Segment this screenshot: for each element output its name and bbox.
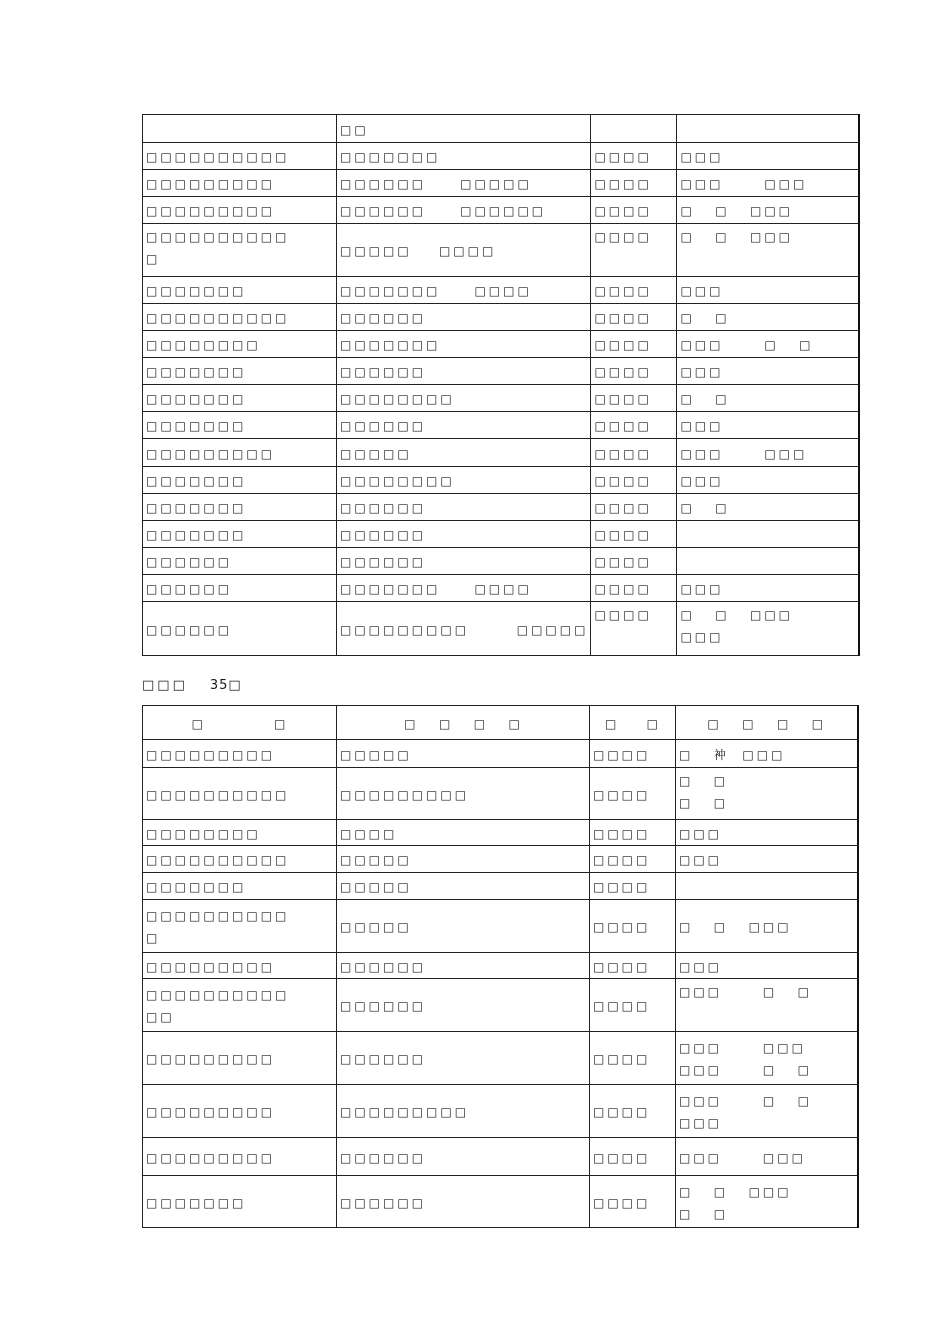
table-cell: □□□ xyxy=(676,953,858,979)
table-cell: □□□□□□□ xyxy=(143,412,337,439)
table-cell: □□□□□ xyxy=(337,439,591,467)
table-cell: □ □ □□□ □ □ xyxy=(676,1176,858,1228)
table-cell: □□□□□□□□□ xyxy=(143,439,337,467)
table-row xyxy=(143,358,859,385)
table-cell: □□□□□□ xyxy=(337,548,591,575)
table-cell: □□□ xyxy=(676,820,858,846)
table-cell: □ □ □□□ xyxy=(677,197,859,224)
table-cell: □□□□□□□ xyxy=(143,277,337,304)
table-cell: □ □ □□□ xyxy=(677,224,859,277)
table-cell: □□□□ xyxy=(590,1085,676,1138)
table-cell: □□□□□□□□□ xyxy=(143,197,337,224)
table-cell: □□□□ xyxy=(591,575,677,602)
table-cell xyxy=(677,521,859,548)
table-row xyxy=(143,740,858,768)
table-cell: □□□□ xyxy=(591,304,677,331)
table-cell: □□□□□□□ □□□□ xyxy=(337,575,591,602)
table-cell: □□□□□□ □□□□□ xyxy=(337,170,591,197)
table-cell: □□□□□□□□□ xyxy=(143,953,337,979)
table-cell: □□□□□□□ xyxy=(143,467,337,494)
table-cell: □ □ xyxy=(677,494,859,521)
table-cell: □□□□□□ xyxy=(337,358,591,385)
table-cell xyxy=(677,548,859,575)
table-row xyxy=(143,412,859,439)
table-row xyxy=(143,900,858,953)
table-cell: □□□□□□□□□□ xyxy=(143,846,337,873)
table-cell: □□□□ xyxy=(590,1176,676,1228)
table-cell: □□□□ xyxy=(590,1138,676,1176)
table-cell: □□□□□□□□ xyxy=(143,820,337,846)
table-cell: □□□□ xyxy=(591,548,677,575)
table-cell: □□□□ xyxy=(591,439,677,467)
table-cell: □□□□ xyxy=(591,143,677,170)
table-cell: □ □ □□□ □□□ xyxy=(677,602,859,656)
table-row xyxy=(143,197,859,224)
table-cell: □□□□□ xyxy=(337,846,590,873)
table-row xyxy=(143,170,859,197)
table-cell: □□□□ xyxy=(337,820,590,846)
table-cell: □□□ □ □ xyxy=(676,979,858,1032)
table-cell: □□□□□□□□□□ xyxy=(143,143,337,170)
table-cell: □□□ □ □ xyxy=(677,331,859,358)
table-cell: □□□□□□□ xyxy=(143,1176,337,1228)
header-cell: □ □ xyxy=(590,706,676,740)
table-cell: □□□□□□□ xyxy=(143,385,337,412)
table-cell: □□□ □ □ □□□ xyxy=(676,1085,858,1138)
table-cell: □□□ xyxy=(677,575,859,602)
table-cell: □□□□□□ xyxy=(337,521,591,548)
table-cell: □□□□□□□□ xyxy=(337,385,591,412)
table-cell: □□□□□□□□□ xyxy=(337,1085,590,1138)
table-cell: □□□□ xyxy=(591,197,677,224)
table-cell: □□□□□□ xyxy=(337,1176,590,1228)
table-cell: □□□□ xyxy=(591,170,677,197)
table-row xyxy=(143,439,859,467)
table-cell: □□□□□□□□□ xyxy=(143,1138,337,1176)
table-cell: □□□ □□□ xyxy=(677,170,859,197)
header-cell: □ □ □ □ xyxy=(676,706,858,740)
table-cell: □□□□□□ xyxy=(337,979,590,1032)
table-cell: □□□□□□ xyxy=(143,548,337,575)
table-cell: □□□□□□□□□ □□□□□ xyxy=(337,602,591,656)
table-cell: □□□□ xyxy=(591,331,677,358)
table-cell xyxy=(591,115,677,143)
table-cell: □□□ □□□ □□□ □ □ xyxy=(676,1032,858,1085)
table-cell: □□□□□□□ □□□□ xyxy=(337,277,591,304)
table-row xyxy=(143,1138,858,1176)
table-cell: □ □ □ □ xyxy=(676,768,858,820)
table-1-body xyxy=(143,115,859,656)
table-cell: □□□□□□□□□ xyxy=(143,1032,337,1085)
table-2 xyxy=(142,705,859,1228)
table-cell: □□□□ xyxy=(590,820,676,846)
table-cell: □□□□□ xyxy=(337,900,590,953)
table-cell: □□□□□ xyxy=(337,740,590,768)
table-cell xyxy=(676,873,858,900)
table-cell: □□□□ xyxy=(591,358,677,385)
table-cell: □□□□ xyxy=(591,602,677,656)
table-cell: □□□□ xyxy=(590,979,676,1032)
table-1 xyxy=(142,114,860,656)
table-row xyxy=(143,953,858,979)
table-row xyxy=(143,331,859,358)
table-cell: □□□□ xyxy=(590,1032,676,1085)
header-cell: □ □ xyxy=(143,706,337,740)
table-row xyxy=(143,467,859,494)
table-cell: □□□□□□ xyxy=(337,953,590,979)
table-cell: □□□□ xyxy=(590,846,676,873)
table-cell: □□□□□□□□□ xyxy=(143,740,337,768)
table-cell: □□□□□□□ xyxy=(337,331,591,358)
table-cell: □□ xyxy=(337,115,591,143)
table-cell: □□□ xyxy=(677,412,859,439)
table-row xyxy=(143,548,859,575)
table-row xyxy=(143,143,859,170)
table-cell: □□□ xyxy=(677,143,859,170)
table-cell: □□□□□□□ xyxy=(143,521,337,548)
table-cell: □ □ xyxy=(677,385,859,412)
table-cell: □□□□ xyxy=(591,467,677,494)
table-cell: □□□□□□ xyxy=(337,304,591,331)
table-cell: □□□□□□ xyxy=(337,1032,590,1085)
table-cell: □□□□□□□□□□ xyxy=(143,768,337,820)
table-cell: □□□ □□□ xyxy=(677,439,859,467)
table-cell: □□□□ xyxy=(590,953,676,979)
table-cell: □□□□□□□□□ xyxy=(143,170,337,197)
table-cell: □□□ □□□ xyxy=(676,1138,858,1176)
table-cell: □□□□ xyxy=(590,740,676,768)
table-cell: □□□□□□ xyxy=(337,1138,590,1176)
table-row xyxy=(143,873,858,900)
table-cell: □□□□ xyxy=(591,224,677,277)
table-cell: □□□□ xyxy=(590,873,676,900)
table-cell: □□□□□□ xyxy=(337,412,591,439)
table-cell: □□□□□□□ xyxy=(143,358,337,385)
table-row xyxy=(143,494,859,521)
table-row xyxy=(143,979,858,1032)
table-row xyxy=(143,277,859,304)
table-cell: □□□□ xyxy=(590,900,676,953)
table-cell: □□□□ xyxy=(591,412,677,439)
table-cell: □□□ xyxy=(677,277,859,304)
table-cell: □□□□□□□□□□ □□ xyxy=(143,979,337,1032)
table-cell: □□□□□□□□□□ xyxy=(143,304,337,331)
table-cell: □□□□□□□ xyxy=(143,494,337,521)
table-cell: □□□□ xyxy=(590,768,676,820)
table-cell: □□□ xyxy=(676,846,858,873)
table-2-body xyxy=(143,706,858,1228)
table-row xyxy=(143,304,859,331)
table-cell xyxy=(677,115,859,143)
table-row xyxy=(143,1032,858,1085)
table-row xyxy=(143,521,859,548)
table-row xyxy=(143,602,859,656)
table-cell: □□□□□□ xyxy=(337,494,591,521)
table-cell: □ 衶 □□□ xyxy=(676,740,858,768)
table-cell: □□□□ xyxy=(591,277,677,304)
table-row xyxy=(143,768,858,820)
table-cell: □□□□□□ xyxy=(143,575,337,602)
table-cell: □□□□□ xyxy=(337,873,590,900)
table-cell: □□□ xyxy=(677,467,859,494)
table-row xyxy=(143,1085,858,1138)
table-row xyxy=(143,115,859,143)
table-row xyxy=(143,846,858,873)
header-cell: □ □ □ □ xyxy=(337,706,590,740)
table-row xyxy=(143,224,859,277)
caption-label: □□□ xyxy=(142,678,188,693)
table-cell: □ □ □□□ xyxy=(676,900,858,953)
table-cell xyxy=(143,115,337,143)
table-cell: □□□□□□□□□□ □ xyxy=(143,900,337,953)
table-row xyxy=(143,575,859,602)
table-cell: □□□□□□ □□□□□□ xyxy=(337,197,591,224)
table-cell: □□□□ xyxy=(591,385,677,412)
table-cell: □□□□ xyxy=(591,521,677,548)
table-cell: □ □ xyxy=(677,304,859,331)
table-caption xyxy=(142,678,242,693)
caption-number: 35□ xyxy=(209,678,242,693)
table-cell: □□□□□□□□ xyxy=(143,331,337,358)
table-cell: □□□□ xyxy=(591,494,677,521)
table-cell: □□□ xyxy=(677,358,859,385)
table-row xyxy=(143,820,858,846)
table-row xyxy=(143,1176,858,1228)
table-cell: □□□□□□ xyxy=(143,602,337,656)
table-cell: □□□□□□□□□□ □ xyxy=(143,224,337,277)
table-cell: □□□□□□□ xyxy=(143,873,337,900)
table-cell: □□□□□□□ xyxy=(337,143,591,170)
table-cell: □□□□□ □□□□ xyxy=(337,224,591,277)
table-cell: □□□□□□□□ xyxy=(337,467,591,494)
table-header-row xyxy=(143,706,858,740)
table-cell: □□□□□□□□□ xyxy=(337,768,590,820)
table-cell: □□□□□□□□□ xyxy=(143,1085,337,1138)
table-row xyxy=(143,385,859,412)
